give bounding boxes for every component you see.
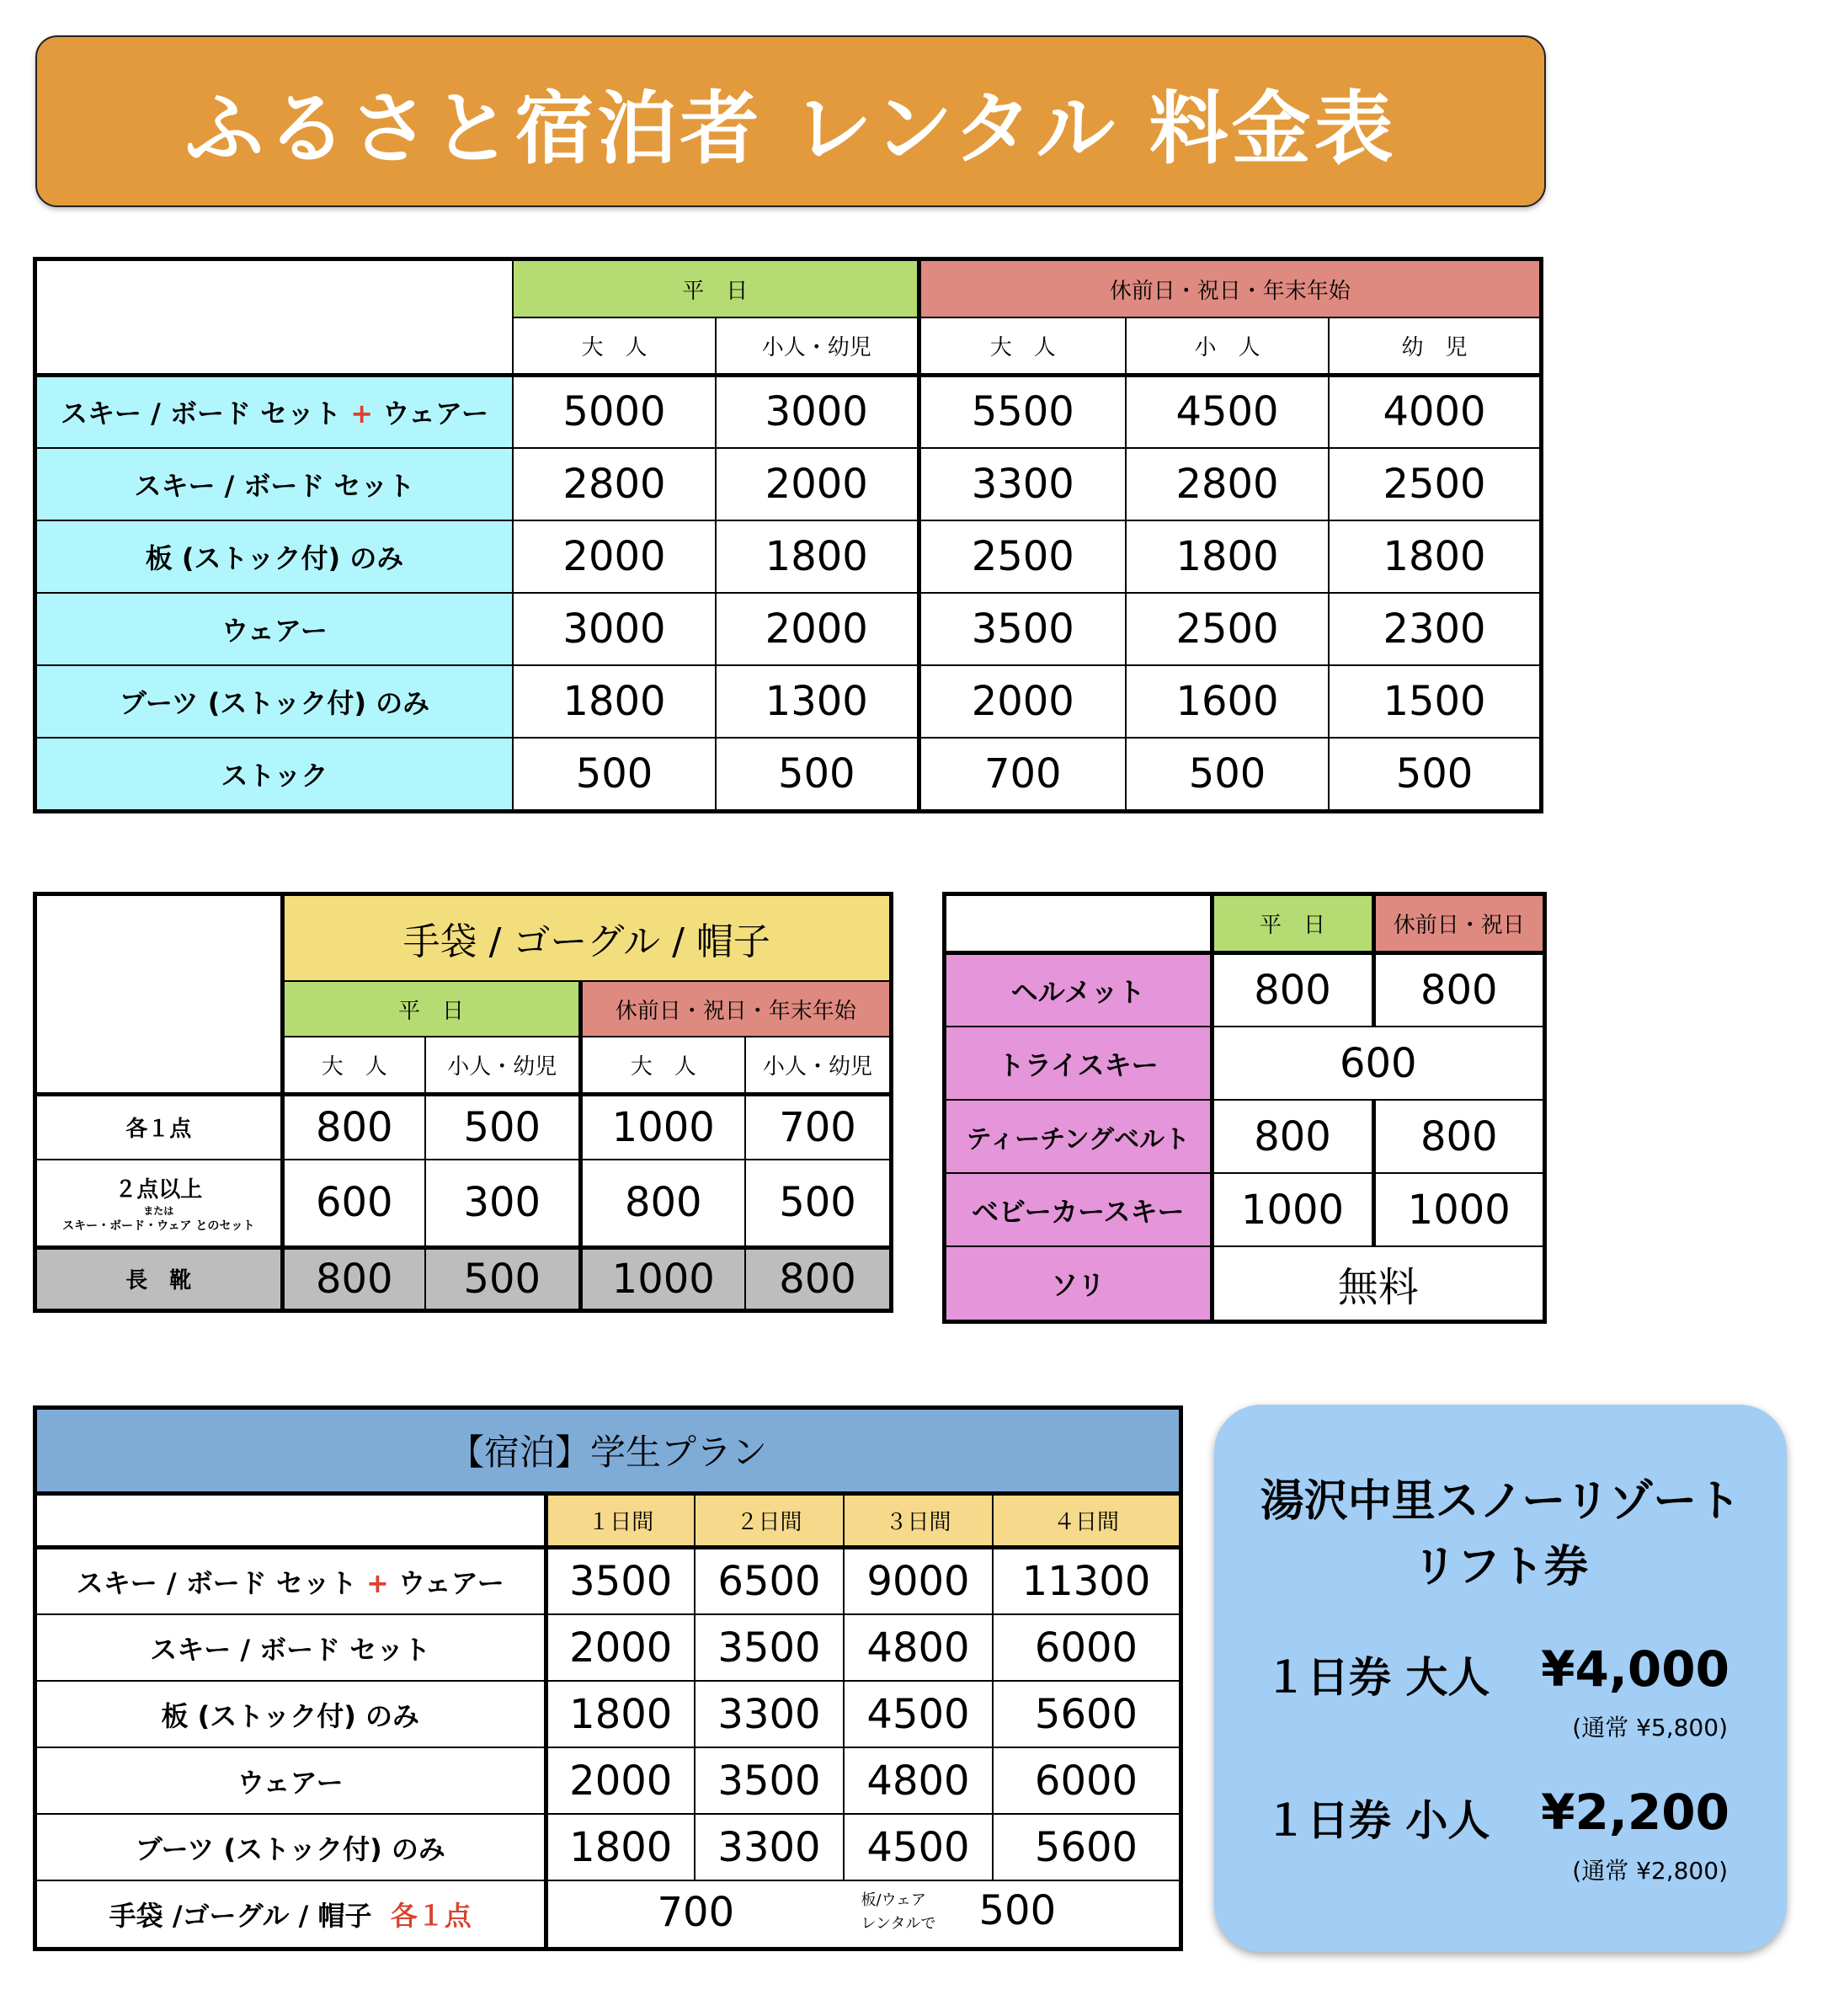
price-cell: 1800 xyxy=(716,520,919,593)
price-cell: 300 xyxy=(425,1160,580,1247)
row-label: 手袋 /ゴーグル / 帽子 各１点 xyxy=(36,1880,546,1948)
corner-cell xyxy=(946,895,1212,952)
price-cell: 800 xyxy=(745,1247,890,1309)
row-label: 長 靴 xyxy=(36,1247,282,1309)
row-label: ティーチングベルト xyxy=(946,1100,1212,1173)
price-cell: 1800 xyxy=(1329,520,1540,593)
row-label: スキー / ボード セット xyxy=(36,1614,546,1681)
corner-cell xyxy=(36,1493,546,1547)
price-cell: 2500 xyxy=(1329,448,1540,520)
price-cell: 4500 xyxy=(844,1681,993,1747)
price-cell: 2500 xyxy=(919,520,1126,593)
sub-header-child-infant: 小人・幼児 xyxy=(745,1037,890,1094)
price-cell: 500 xyxy=(425,1094,580,1160)
sub-header-adult: 大 人 xyxy=(919,317,1126,375)
price-cell: 800 xyxy=(580,1160,745,1247)
price-cell: 600 xyxy=(282,1160,425,1247)
price-cell: 2000 xyxy=(716,448,919,520)
price-cell: 5600 xyxy=(993,1681,1180,1747)
sub-header-infant: 幼 児 xyxy=(1329,317,1540,375)
price-cell: 800 xyxy=(1212,1100,1373,1173)
price-cell: 9000 xyxy=(844,1547,993,1614)
student-plan-table xyxy=(35,1408,1180,1949)
row-label: ストック xyxy=(36,738,513,810)
main-rental-table xyxy=(35,259,1541,811)
accessory-table xyxy=(35,894,891,1310)
price-cell: 5500 xyxy=(919,375,1126,448)
price-cell: 5000 xyxy=(513,375,716,448)
row-label: ウェアー xyxy=(36,1747,546,1814)
accessory-price-cell xyxy=(546,1880,1180,1948)
price-cell: 500 xyxy=(745,1160,890,1247)
row-label: ブーツ (ストック付) のみ xyxy=(36,665,513,738)
price-cell: 1000 xyxy=(580,1247,745,1309)
row-label: スキー / ボード セット xyxy=(36,448,513,520)
day-header: １日間 xyxy=(546,1493,695,1547)
lift-title-line1: 湯沢中里スノーリゾート xyxy=(1260,1476,1741,1527)
price-cell: 500 xyxy=(425,1247,580,1309)
day-header: ３日間 xyxy=(844,1493,993,1547)
row-label: ブーツ (ストック付) のみ xyxy=(36,1814,546,1880)
price-cell: 2800 xyxy=(513,448,716,520)
price-cell: 3500 xyxy=(695,1614,844,1681)
price-cell: 1000 xyxy=(1373,1173,1543,1246)
price-cell: 3500 xyxy=(546,1547,695,1614)
price-cell: 2500 xyxy=(1126,593,1329,665)
child-ticket-label: １日券 小人 xyxy=(1265,1796,1490,1845)
corner-cell xyxy=(36,260,513,375)
price-value: 500 xyxy=(978,1887,1057,1934)
price-cell: 4500 xyxy=(1126,375,1329,448)
price-cell: 1800 xyxy=(546,1681,695,1747)
price-cell: 1500 xyxy=(1329,665,1540,738)
row-label: 板 (ストック付) のみ xyxy=(36,520,513,593)
price-cell: 1000 xyxy=(1212,1173,1373,1246)
price-cell: 1600 xyxy=(1126,665,1329,738)
price-cell: 500 xyxy=(1329,738,1540,810)
day-header: ４日間 xyxy=(993,1493,1180,1547)
adult-normal-price: (通常 ¥5,800) xyxy=(1572,1714,1728,1741)
sub-header-adult: 大 人 xyxy=(580,1037,745,1094)
row-label: スキー / ボード セット + ウェアー xyxy=(36,1547,546,1614)
price-cell: 2800 xyxy=(1126,448,1329,520)
price-cell: 4800 xyxy=(844,1747,993,1814)
holiday-header: 休前日・祝日・年末年始 xyxy=(919,260,1540,317)
lift-ticket-panel xyxy=(1214,1405,1787,1952)
price-cell: 2000 xyxy=(546,1747,695,1814)
sub-header-child-infant: 小人・幼児 xyxy=(425,1037,580,1094)
price-cell: 1800 xyxy=(1126,520,1329,593)
price-cell: 1000 xyxy=(580,1094,745,1160)
lift-title-line2: リフト券 xyxy=(1412,1542,1588,1592)
corner-cell xyxy=(36,895,282,1094)
price-cell: 1800 xyxy=(546,1814,695,1880)
day-header: ２日間 xyxy=(695,1493,844,1547)
price-cell: 11300 xyxy=(993,1547,1180,1614)
weekday-header: 平 日 xyxy=(513,260,919,317)
sub-header-child-infant: 小人・幼児 xyxy=(716,317,919,375)
price-cell: 800 xyxy=(1373,1100,1543,1173)
price-cell: 5600 xyxy=(993,1814,1180,1880)
price-cell: 3500 xyxy=(695,1747,844,1814)
child-ticket-price: ¥2,200 xyxy=(1541,1784,1729,1841)
price-cell: 6000 xyxy=(993,1747,1180,1814)
price-cell: 800 xyxy=(1373,952,1543,1027)
adult-ticket-label: １日券 大人 xyxy=(1265,1653,1490,1702)
price-cell: 4000 xyxy=(1329,375,1540,448)
price-cell: 700 xyxy=(745,1094,890,1160)
price-cell: 500 xyxy=(513,738,716,810)
price-cell: 800 xyxy=(282,1094,425,1160)
price-cell: 3000 xyxy=(716,375,919,448)
row-label: ヘルメット xyxy=(946,952,1212,1027)
price-cell: 2000 xyxy=(546,1614,695,1681)
page-title: ふるさと宿泊者 レンタル 料金表 xyxy=(184,83,1397,175)
price-cell: 6000 xyxy=(993,1614,1180,1681)
price-cell: 800 xyxy=(1212,952,1373,1027)
row-label: スキー / ボード セット + ウェアー xyxy=(36,375,513,448)
price-cell: 500 xyxy=(716,738,919,810)
holiday-header: 休前日・祝日・年末年始 xyxy=(580,981,890,1037)
price-cell: 500 xyxy=(1126,738,1329,810)
child-normal-price: (通常 ¥2,800) xyxy=(1572,1857,1728,1885)
price-cell: 2300 xyxy=(1329,593,1540,665)
price-cell: 600 xyxy=(1212,1027,1543,1100)
discount-note: 板/ウェア レンタルで xyxy=(861,1891,936,1933)
price-cell: 4800 xyxy=(844,1614,993,1681)
accessory-title: 手袋 / ゴーグル / 帽子 xyxy=(282,895,890,981)
price-cell: 無料 xyxy=(1212,1246,1543,1320)
sub-header-adult: 大 人 xyxy=(513,317,716,375)
sub-header-child: 小 人 xyxy=(1126,317,1329,375)
price-cell: 6500 xyxy=(695,1547,844,1614)
price-cell: 1300 xyxy=(716,665,919,738)
row-label: ベビーカースキー xyxy=(946,1173,1212,1246)
row-label: 板 (ストック付) のみ xyxy=(36,1681,546,1747)
row-label: 各１点 xyxy=(36,1094,282,1160)
price-cell: 800 xyxy=(282,1247,425,1309)
price-cell: 700 xyxy=(919,738,1126,810)
price-cell: 2000 xyxy=(513,520,716,593)
price-cell: 3000 xyxy=(513,593,716,665)
adult-ticket-price: ¥4,000 xyxy=(1541,1640,1729,1698)
price-cell: 3300 xyxy=(695,1681,844,1747)
sub-header-adult: 大 人 xyxy=(282,1037,425,1094)
weekday-header: 平 日 xyxy=(1212,895,1373,952)
price-cell: 3300 xyxy=(919,448,1126,520)
title-banner xyxy=(35,35,1546,207)
row-label: トライスキー xyxy=(946,1027,1212,1100)
price-cell: 3300 xyxy=(695,1814,844,1880)
holiday-header: 休前日・祝日 xyxy=(1373,895,1543,952)
row-label: ウェアー xyxy=(36,593,513,665)
price-value: 700 xyxy=(657,1889,735,1936)
price-cell: 3500 xyxy=(919,593,1126,665)
price-cell: 2000 xyxy=(919,665,1126,738)
price-cell: 2000 xyxy=(716,593,919,665)
price-cell: 4500 xyxy=(844,1814,993,1880)
row-label: ２点以上 または スキー・ボード・ウェア とのセット xyxy=(36,1160,282,1247)
row-label: ソリ xyxy=(946,1246,1212,1320)
other-equipment-table xyxy=(945,894,1544,1321)
price-cell: 1800 xyxy=(513,665,716,738)
weekday-header: 平 日 xyxy=(282,981,580,1037)
student-plan-title: 【宿泊】学生プラン xyxy=(36,1409,1180,1493)
